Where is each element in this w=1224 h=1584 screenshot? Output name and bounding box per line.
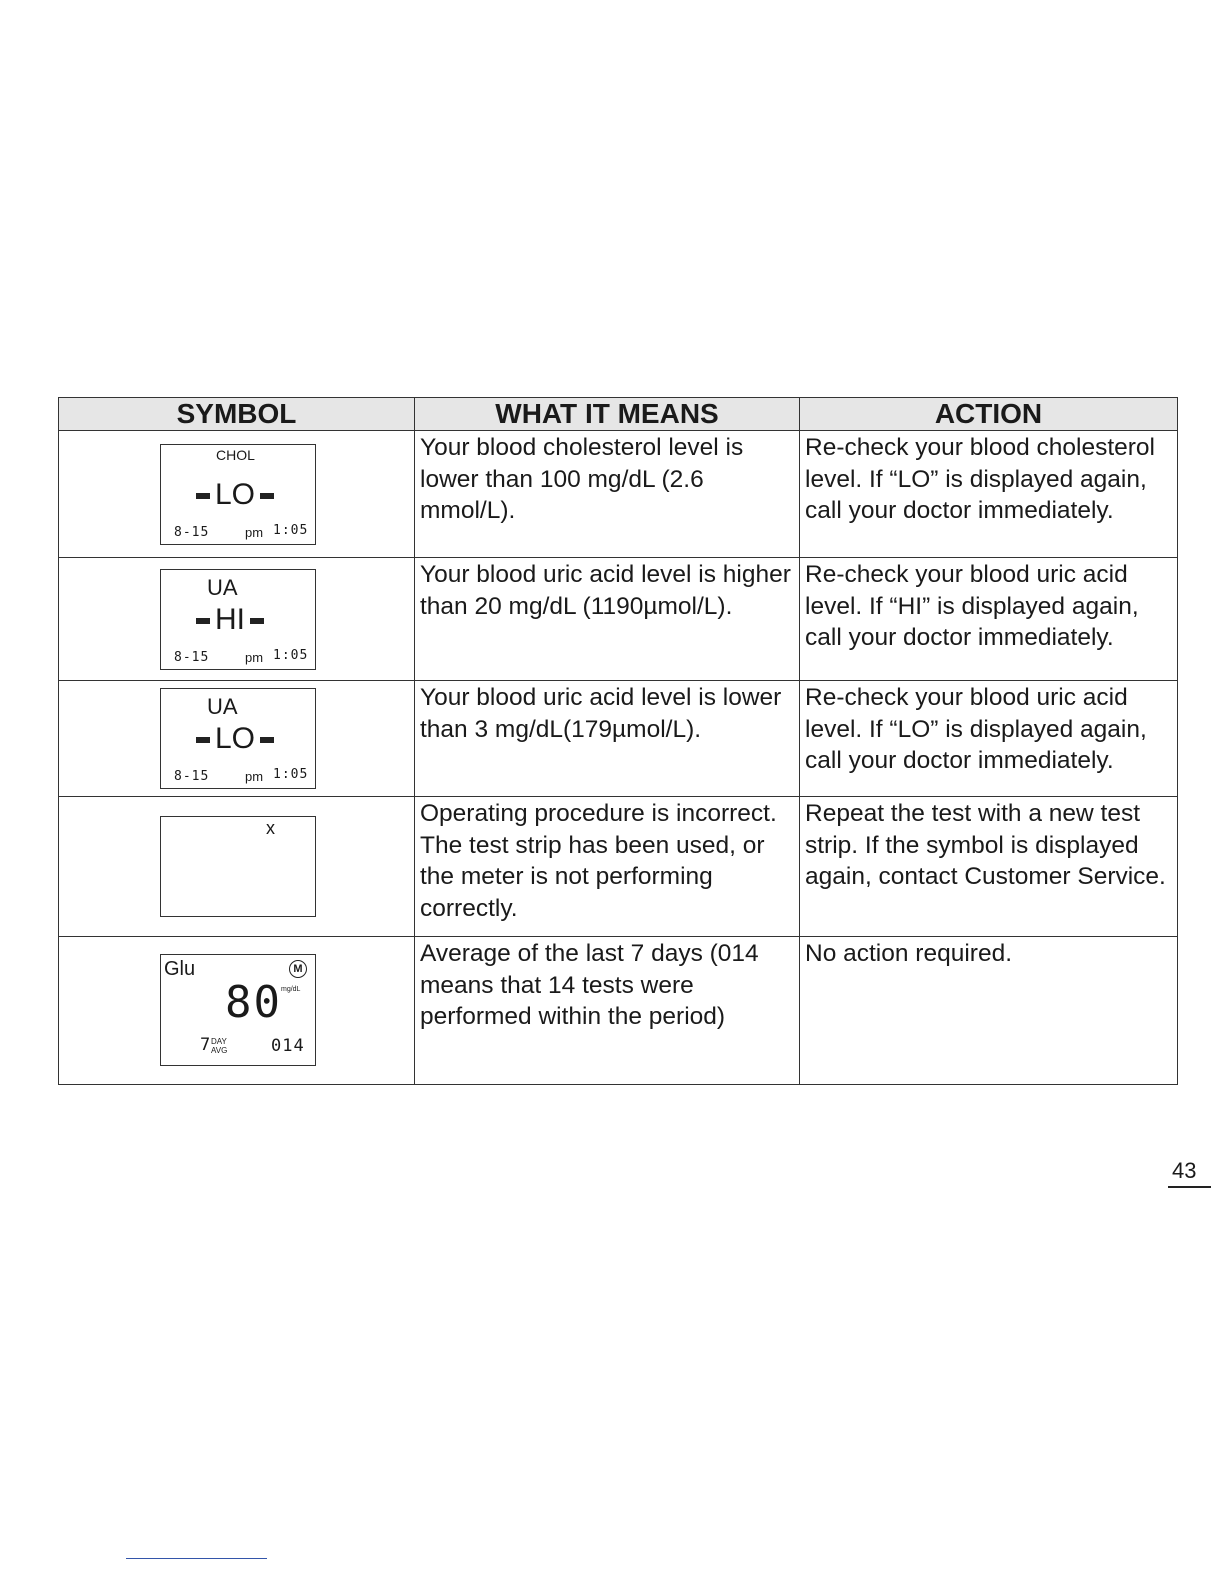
- table-header-row: [59, 398, 1178, 431]
- lcd-date: 8-15: [174, 769, 210, 784]
- lcd-display-ua-lo: [160, 688, 316, 789]
- lcd-ampm: pm: [245, 525, 264, 540]
- header-meaning: WHAT IT MEANS: [415, 398, 800, 431]
- action-cell: Re-check your blood uric acid level. If “LO” is displayed again, call your doctor immediately.: [800, 681, 1178, 797]
- meaning-cell: Your blood uric acid level is lower than 3 mg/dL(179µmol/L).: [415, 681, 800, 797]
- meaning-cell: Your blood uric acid level is higher than 20 mg/dL (1190µmol/L).: [415, 558, 800, 681]
- page-number: 43: [1172, 1158, 1197, 1183]
- lcd-display-error: [160, 816, 316, 917]
- lcd-display-chol-lo: [160, 444, 316, 545]
- lcd-date: 8-15: [174, 525, 210, 540]
- action-cell: No action required.: [800, 937, 1178, 1085]
- table-row: [59, 431, 1178, 558]
- lcd-main-reading: LO: [191, 722, 279, 756]
- lcd-main-reading: LO: [191, 478, 279, 512]
- header-symbol: SYMBOL: [59, 398, 415, 431]
- meaning-cell: Average of the last 7 days (014 means that 14 tests were performed within the period): [415, 937, 800, 1085]
- page-number-rule: [1168, 1186, 1211, 1188]
- lcd-display-ua-hi: [160, 569, 316, 670]
- lcd-time: 1:05: [273, 523, 309, 538]
- lcd-ampm: pm: [245, 769, 264, 784]
- lcd-top-label: UA: [207, 694, 238, 719]
- symbol-cell: [59, 681, 415, 797]
- lcd-time: 1:05: [273, 648, 309, 663]
- symbol-cell: [59, 797, 415, 937]
- lcd-top-label: UA: [207, 575, 238, 600]
- lcd-display-glu-avg: [160, 954, 316, 1066]
- lcd-top-label: CHOL: [216, 447, 255, 463]
- lcd-avg-label: AVG: [211, 1046, 228, 1055]
- lcd-ampm: pm: [245, 650, 264, 665]
- lcd-error-mark: x: [266, 818, 275, 838]
- lcd-top-label: Glu: [164, 958, 196, 980]
- action-cell: Re-check your blood cholesterol level. If “LO” is displayed again, call your doctor immediately.: [800, 431, 1178, 558]
- lcd-date: 8-15: [174, 650, 210, 665]
- table-row: [59, 681, 1178, 797]
- meaning-cell: Your blood cholesterol level is lower than 100 mg/dL (2.6 mmol/L).: [415, 431, 800, 558]
- lcd-unit: mg/dL: [281, 986, 301, 993]
- header-action: ACTION: [800, 398, 1178, 431]
- symbol-cell: [59, 937, 415, 1085]
- lcd-days: 7: [200, 1035, 212, 1055]
- table-row: [59, 937, 1178, 1085]
- troubleshooting-table: [58, 397, 1178, 1085]
- symbol-cell: [59, 431, 415, 558]
- meaning-cell: Operating procedure is incorrect. The test strip has been used, or the meter is not performing correctly.: [415, 797, 800, 937]
- lcd-average-value: 80: [225, 977, 282, 1028]
- footer-rule: [126, 1558, 267, 1559]
- lcd-main-reading: HI: [191, 603, 269, 637]
- symbol-cell: [59, 558, 415, 681]
- table-row: [59, 558, 1178, 681]
- memory-icon: M: [289, 960, 307, 978]
- action-cell: Re-check your blood uric acid level. If “HI” is displayed again, call your doctor immediately.: [800, 558, 1178, 681]
- table-row: [59, 797, 1178, 937]
- lcd-test-count: 014: [271, 1036, 305, 1056]
- action-cell: Repeat the test with a new test strip. If the symbol is displayed again, contact Customer Service.: [800, 797, 1178, 937]
- lcd-time: 1:05: [273, 767, 309, 782]
- lcd-day-label: DAY: [211, 1037, 227, 1046]
